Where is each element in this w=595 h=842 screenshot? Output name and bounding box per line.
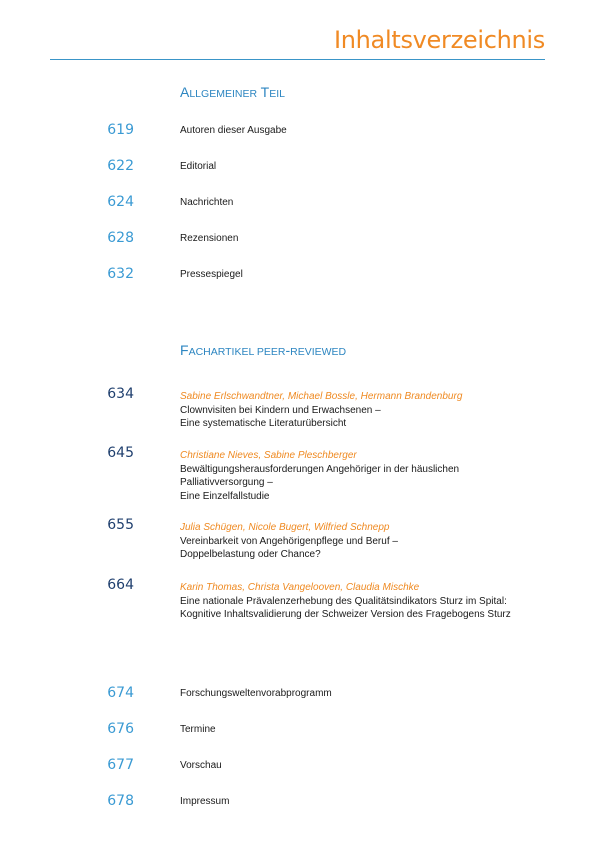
article-authors: Karin Thomas, Christa Vangelooven, Claudia Mischke	[180, 582, 420, 593]
section-heading-allgemeiner-teil	[180, 84, 285, 100]
entry-title: Forschungsweltenvorabprogramm	[180, 688, 332, 699]
title-rule	[50, 59, 545, 60]
entry-title: Autoren dieser Ausgabe	[180, 125, 287, 136]
heading-cap: T	[260, 84, 270, 100]
article-title-line: Clownvisiten bei Kindern und Erwachsenen –	[180, 404, 381, 416]
heading-smallcaps: ACHARTIKEL PEER	[188, 346, 286, 358]
article-text	[180, 449, 560, 503]
entry-title: Vorschau	[180, 760, 222, 771]
page-number: 655	[107, 517, 134, 533]
article-authors: Sabine Erlschwandtner, Michael Bossle, Hermann Brandenburg	[180, 391, 463, 402]
page-number: 645	[107, 445, 134, 461]
page-number: 676	[107, 721, 134, 737]
page-number: 628	[107, 230, 134, 246]
page-number: 622	[107, 158, 134, 174]
heading-cap: A	[180, 84, 190, 100]
article-text	[180, 521, 560, 562]
heading-cap: F	[180, 342, 189, 358]
article-text	[180, 581, 560, 622]
article-authors: Christiane Nieves, Sabine Pleschberger	[180, 450, 357, 461]
entry-title: Nachrichten	[180, 197, 234, 208]
page-title: Inhaltsverzeichnis	[333, 26, 545, 54]
heading-smallcaps: LLGEMEINER	[189, 88, 258, 100]
page-number: 632	[107, 266, 134, 282]
article-title-line: Eine nationale Prävalenzerhebung des Qualitätsindikators Sturz im Spital:	[180, 595, 507, 607]
page-number: 678	[107, 793, 134, 809]
article-title-line: Doppelbelastung oder Chance?	[180, 549, 321, 560]
entry-title: Pressespiegel	[180, 269, 243, 280]
article-title-line: Bewältigungsherausforderungen Angehöriger in der häuslichen	[180, 463, 460, 475]
page-number: 624	[107, 194, 134, 210]
article-text	[180, 390, 560, 431]
heading-dash: -	[285, 342, 291, 358]
section-heading-fachartikel	[180, 342, 346, 358]
article-title-line: Vereinbarkeit von Angehörigenpflege und Beruf –	[180, 535, 398, 547]
page-number: 664	[107, 577, 134, 593]
article-title-line: Kognitive Inhaltsvalidierung der Schweizer Version des Fragebogens Sturz	[180, 609, 511, 620]
page-number: 677	[107, 757, 134, 773]
article-authors: Julia Schügen, Nicole Bugert, Wilfried Schnepp	[180, 522, 390, 533]
article-title-line: Eine systematische Literaturübersicht	[180, 418, 347, 429]
heading-smallcaps: REVIEWED	[290, 346, 347, 358]
entry-title: Editorial	[180, 161, 217, 172]
entry-title: Termine	[180, 724, 216, 735]
entry-title: Impressum	[180, 796, 230, 807]
article-title-line: Eine Einzelfallstudie	[180, 490, 270, 502]
heading-smallcaps: EIL	[269, 88, 285, 100]
page-number: 619	[107, 122, 134, 138]
entry-title: Rezensionen	[180, 233, 239, 244]
article-title-line: Palliativversorgung –	[180, 477, 273, 488]
page-number: 674	[107, 685, 134, 701]
page-number: 634	[107, 386, 134, 402]
